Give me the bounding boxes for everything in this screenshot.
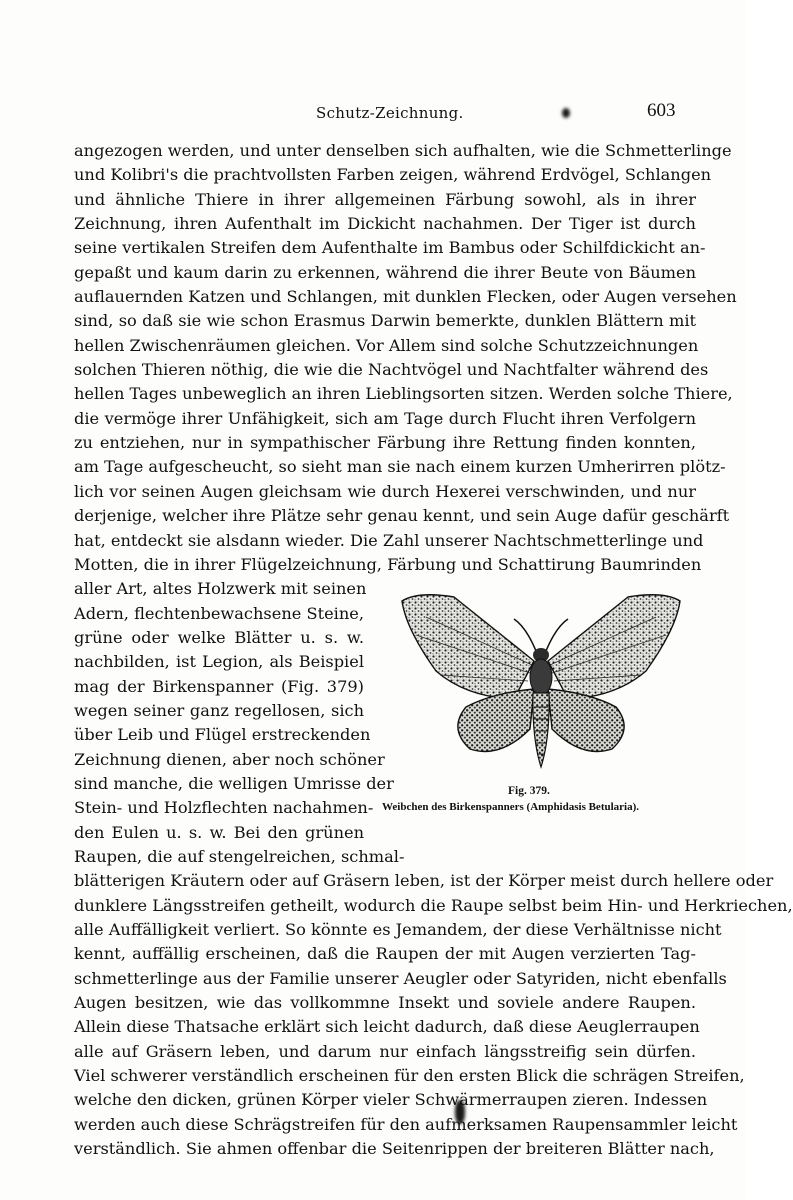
text-figure-wrap bbox=[74, 577, 696, 821]
text-line: hellen Tages unbeweglich an ihren Lieblingsorten sitzen. Werden solche Thiere, bbox=[74, 384, 733, 404]
text-line: aller Art, altes Holzwerk mit seinen bbox=[74, 579, 367, 599]
figure-caption: Weibchen des Birkenspanners (Amphidasis Betularia). bbox=[382, 801, 640, 814]
text-line: Augen besitzen, wie das vollkommne Insekt und soviele andere Raupen. bbox=[74, 993, 696, 1013]
text-line: alle auf Gräsern leben, und darum nur einfach längsstreifig sein dürfen. bbox=[74, 1041, 696, 1061]
figure-number: Fig. 379. bbox=[508, 785, 550, 798]
text-line: hat, entdeckt sie alsdann wieder. Die Zahl unserer Nachtschmetterlinge und bbox=[74, 530, 704, 550]
text-line: am Tage aufgescheucht, so sieht man sie nach einem kurzen Umherirren plötz- bbox=[74, 457, 726, 477]
narrow-text-continuation bbox=[74, 821, 405, 870]
text-line: auflauernden Katzen und Schlangen, mit dunklen Flecken, oder Augen versehen bbox=[74, 287, 737, 307]
text-line: und Kolibri's die prachtvollsten Farben zeigen, während Erdvögel, Schlangen bbox=[74, 165, 712, 185]
text-line: werden auch diese Schrägstreifen für den aufmerksamen Raupensammler leicht bbox=[74, 1114, 738, 1134]
text-line: alle Auffälligkeit verliert. So könnte es Jemandem, der diese Verhältnisse nicht bbox=[74, 920, 722, 940]
text-line: Allein diese Thatsache erklärt sich leicht dadurch, daß diese Aeuglerraupen bbox=[74, 1017, 700, 1037]
running-head bbox=[0, 98, 745, 124]
text-line: derjenige, welcher ihre Plätze sehr genau kennt, und sein Auge dafür geschärft bbox=[74, 506, 730, 526]
text-line: angezogen werden, und unter denselben sich aufhalten, wie die Schmetterlinge bbox=[74, 141, 732, 160]
ink-blot-mark bbox=[562, 108, 570, 118]
text-line: welche den dicken, grünen Körper vieler Schwärmerraupen zieren. Indessen bbox=[74, 1090, 708, 1110]
page-number: 603 bbox=[647, 100, 676, 121]
text-line: sind manche, die welligen Umrisse der bbox=[74, 773, 394, 793]
text-line: mag der Birkenspanner (Fig. 379) bbox=[74, 676, 364, 696]
text-line: die vermöge ihrer Unfähigkeit, sich am Tage durch Flucht ihren Verfolgern bbox=[74, 408, 696, 428]
text-line: zu entziehen, nur in sympathischer Färbung ihre Rettung finden konnten, bbox=[74, 433, 696, 453]
body-text bbox=[74, 139, 793, 1162]
text-line: seine vertikalen Streifen dem Aufenthalte im Bambus oder Schilfdickicht an- bbox=[74, 238, 706, 258]
text-line: solchen Thieren nöthig, die wie die Nachtvögel und Nachtfalter während des bbox=[74, 360, 709, 380]
text-line: schmetterlinge aus der Familie unserer Aeugler oder Satyriden, nicht ebenfalls bbox=[74, 968, 727, 988]
text-line: hellen Zwischenräumen gleichen. Vor Allem sind solche Schutzzeichnungen bbox=[74, 335, 699, 355]
text-line: Zeichnung, ihren Aufenthalt im Dickicht nachahmen. Der Tiger ist durch bbox=[74, 214, 696, 234]
paragraph-bottom bbox=[74, 869, 793, 1161]
text-line: Stein- und Holzflechten nachahmen- bbox=[74, 798, 374, 818]
narrow-text-column bbox=[74, 577, 394, 820]
text-line: grüne oder welke Blätter u. s. w. bbox=[74, 627, 364, 647]
running-title: Schutz-Zeichnung. bbox=[316, 104, 464, 122]
text-line: Motten, die in ihrer Flügelzeichnung, Färbung und Schattirung Baumrinden bbox=[74, 554, 702, 574]
text-line: den Eulen u. s. w. Bei den grünen bbox=[74, 822, 364, 842]
text-line: Zeichnung dienen, aber noch schöner bbox=[74, 749, 385, 769]
text-line: gepaßt und kaum darin zu erkennen, während die ihrer Beute von Bäumen bbox=[74, 262, 696, 282]
text-line: und ähnliche Thiere in ihrer allgemeinen Färbung sowohl, als in ihrer bbox=[74, 189, 696, 209]
text-line: Viel schwerer verständlich erscheinen für den ersten Blick die schrägen Streifen, bbox=[74, 1066, 745, 1086]
text-line: sind, so daß sie wie schon Erasmus Darwin bemerkte, dunklen Blättern mit bbox=[74, 311, 696, 331]
moth-illustration bbox=[396, 589, 686, 774]
text-line: dunklere Längsstreifen getheilt, wodurch die Raupe selbst beim Hin- und Herkriechen, bbox=[74, 895, 793, 915]
text-line: wegen seiner ganz regellosen, sich bbox=[74, 700, 364, 720]
text-line: nachbilden, ist Legion, als Beispiel bbox=[74, 652, 364, 672]
text-line: verständlich. Sie ahmen offenbar die Seitenrippen der breiteren Blätter nach, bbox=[74, 1139, 715, 1159]
text-line: kennt, auffällig erscheinen, daß die Raupen der mit Augen verzierten Tag- bbox=[74, 944, 696, 964]
text-line: blätterigen Kräutern oder auf Gräsern leben, ist der Körper meist durch hellere oder bbox=[74, 871, 774, 891]
text-line: Raupen, die auf stengelreichen, schmal- bbox=[74, 847, 405, 867]
text-line: über Leib und Flügel erstreckenden bbox=[74, 725, 371, 745]
text-line: Adern, flechtenbewachsene Steine, bbox=[74, 603, 364, 623]
figure-379 bbox=[382, 589, 696, 821]
paragraph-top bbox=[74, 139, 737, 577]
text-line: lich vor seinen Augen gleichsam wie durch Hexerei verschwinden, und nur bbox=[74, 481, 696, 501]
